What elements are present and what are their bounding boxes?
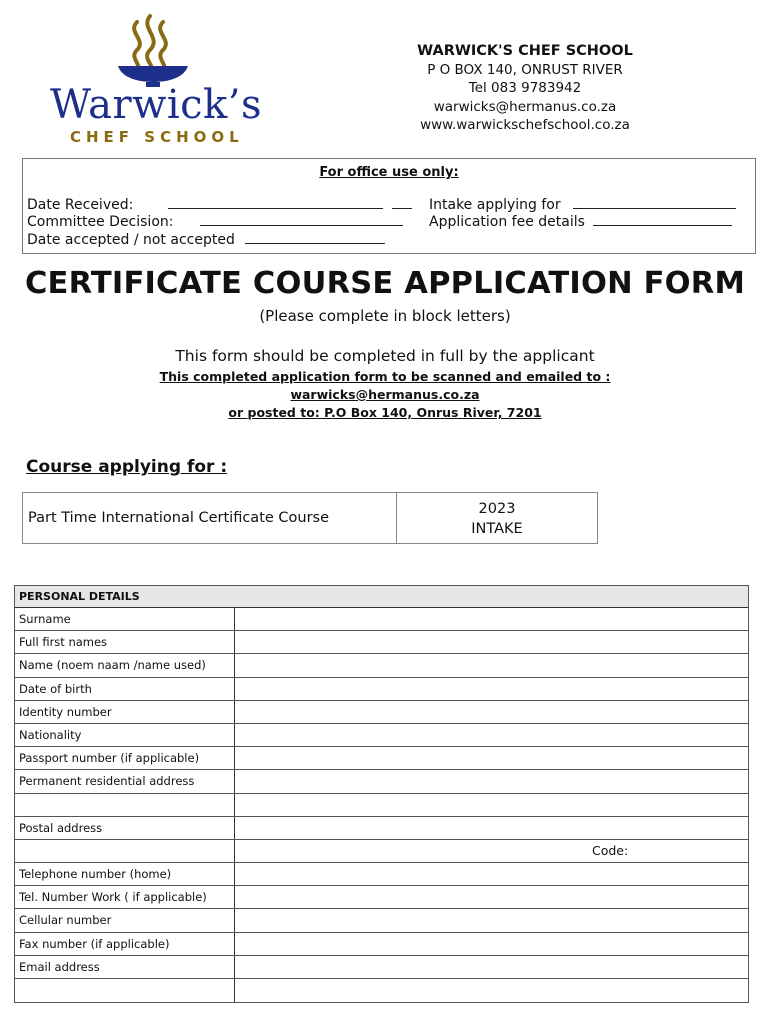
field-input[interactable]: [235, 770, 748, 792]
table-row: [15, 770, 748, 793]
table-row: [15, 933, 748, 956]
course-name: Part Time International Certificate Course: [28, 510, 330, 526]
field-label: Postal address: [15, 817, 235, 839]
date-received-line-tail[interactable]: [392, 197, 412, 209]
school-email: warwicks@hermanus.co.za: [433, 98, 617, 115]
committee-decision-row[interactable]: [27, 214, 403, 230]
field-label: [15, 979, 235, 1002]
intake-applying-row[interactable]: [429, 197, 736, 213]
table-row: [15, 886, 748, 909]
table-row: [15, 654, 748, 677]
table-row: [15, 608, 748, 631]
field-label: [15, 794, 235, 816]
personal-details-rows: [15, 608, 748, 1002]
field-label: Email address: [15, 956, 235, 978]
table-row: [15, 840, 748, 863]
field-label: Telephone number (home): [15, 863, 235, 885]
table-row: [15, 724, 748, 747]
field-label: Fax number (if applicable): [15, 933, 235, 955]
field-label: Identity number: [15, 701, 235, 723]
chef-hat-steam-icon: [42, 10, 262, 90]
field-label: Cellular number: [15, 909, 235, 931]
field-input[interactable]: [235, 631, 748, 653]
field-label: [15, 840, 235, 862]
date-received-row[interactable]: [27, 197, 412, 213]
postal-code-label: Code:: [592, 842, 629, 858]
office-use-title: For office use only:: [319, 165, 459, 180]
date-accepted-row[interactable]: [27, 232, 385, 248]
course-intake-label: INTAKE: [471, 521, 523, 537]
field-input[interactable]: [235, 747, 748, 769]
date-accepted-line[interactable]: [245, 232, 385, 244]
field-input[interactable]: [235, 678, 748, 700]
field-input[interactable]: [235, 956, 748, 978]
field-label: Passport number (if applicable): [15, 747, 235, 769]
school-website: www.warwickschefschool.co.za: [420, 117, 630, 133]
personal-details-header: PERSONAL DETAILS: [15, 586, 748, 608]
application-fee-line[interactable]: [593, 214, 732, 226]
application-fee-row[interactable]: [429, 214, 732, 230]
date-accepted-label: Date accepted / not accepted: [27, 232, 235, 248]
personal-details-table: [14, 585, 749, 1003]
instruction-complete-in-full: This form should be completed in full by the applicant: [175, 347, 595, 365]
date-received-label: Date Received:: [27, 197, 134, 213]
intake-applying-label: Intake applying for: [429, 197, 561, 213]
field-input[interactable]: [235, 794, 748, 816]
logo-subtitle: CHEF SCHOOL: [70, 128, 244, 146]
instruction-postal-address: or posted to: P.O Box 140, Onrus River, 7201: [228, 405, 542, 420]
field-label: Surname: [15, 608, 235, 630]
intake-applying-line[interactable]: [573, 197, 736, 209]
field-label: Name (noem naam /name used): [15, 654, 235, 676]
school-telephone: Tel 083 9783942: [468, 80, 582, 96]
field-label: Nationality: [15, 724, 235, 746]
table-row: [15, 979, 748, 1002]
school-name: WARWICK'S CHEF SCHOOL: [417, 43, 633, 59]
course-year: 2023: [478, 501, 516, 517]
course-intake-cell: [397, 499, 597, 539]
course-table: [22, 492, 598, 544]
committee-decision-line[interactable]: [200, 214, 403, 226]
school-contact-block: [360, 42, 690, 135]
table-row: [15, 794, 748, 817]
table-row: [15, 863, 748, 886]
field-input[interactable]: [235, 701, 748, 723]
field-input[interactable]: [235, 724, 748, 746]
office-use-box: [22, 158, 756, 254]
field-label: Date of birth: [15, 678, 235, 700]
school-logo: [42, 10, 262, 150]
field-input[interactable]: [235, 979, 748, 1002]
field-input[interactable]: [235, 654, 748, 676]
page-subtitle: (Please complete in block letters): [259, 307, 511, 325]
field-input[interactable]: [235, 817, 748, 839]
table-row: [15, 678, 748, 701]
table-row: [15, 956, 748, 979]
field-input[interactable]: [235, 863, 748, 885]
field-input[interactable]: [235, 933, 748, 955]
instruction-email-address[interactable]: warwicks@hermanus.co.za: [290, 387, 480, 402]
table-row: [15, 817, 748, 840]
field-label: Tel. Number Work ( if applicable): [15, 886, 235, 908]
table-row: [15, 701, 748, 724]
table-row: [15, 631, 748, 654]
application-fee-label: Application fee details: [429, 214, 585, 230]
table-row: [15, 747, 748, 770]
course-heading: Course applying for :: [26, 457, 228, 477]
field-input[interactable]: [235, 608, 748, 630]
table-row: [15, 909, 748, 932]
field-label: Full first names: [15, 631, 235, 653]
logo-wordmark: Warwick’s: [50, 82, 263, 128]
field-input[interactable]: [235, 886, 748, 908]
field-input[interactable]: [235, 909, 748, 931]
field-label: Permanent residential address: [15, 770, 235, 792]
instruction-scan-email: This completed application form to be scanned and emailed to :: [159, 369, 611, 384]
page-title: CERTIFICATE COURSE APPLICATION FORM: [24, 266, 746, 301]
field-input[interactable]: [235, 840, 748, 862]
date-received-line[interactable]: [168, 197, 383, 209]
school-po-box: P O BOX 140, ONRUST RIVER: [427, 61, 623, 78]
committee-decision-label: Committee Decision:: [27, 214, 174, 230]
